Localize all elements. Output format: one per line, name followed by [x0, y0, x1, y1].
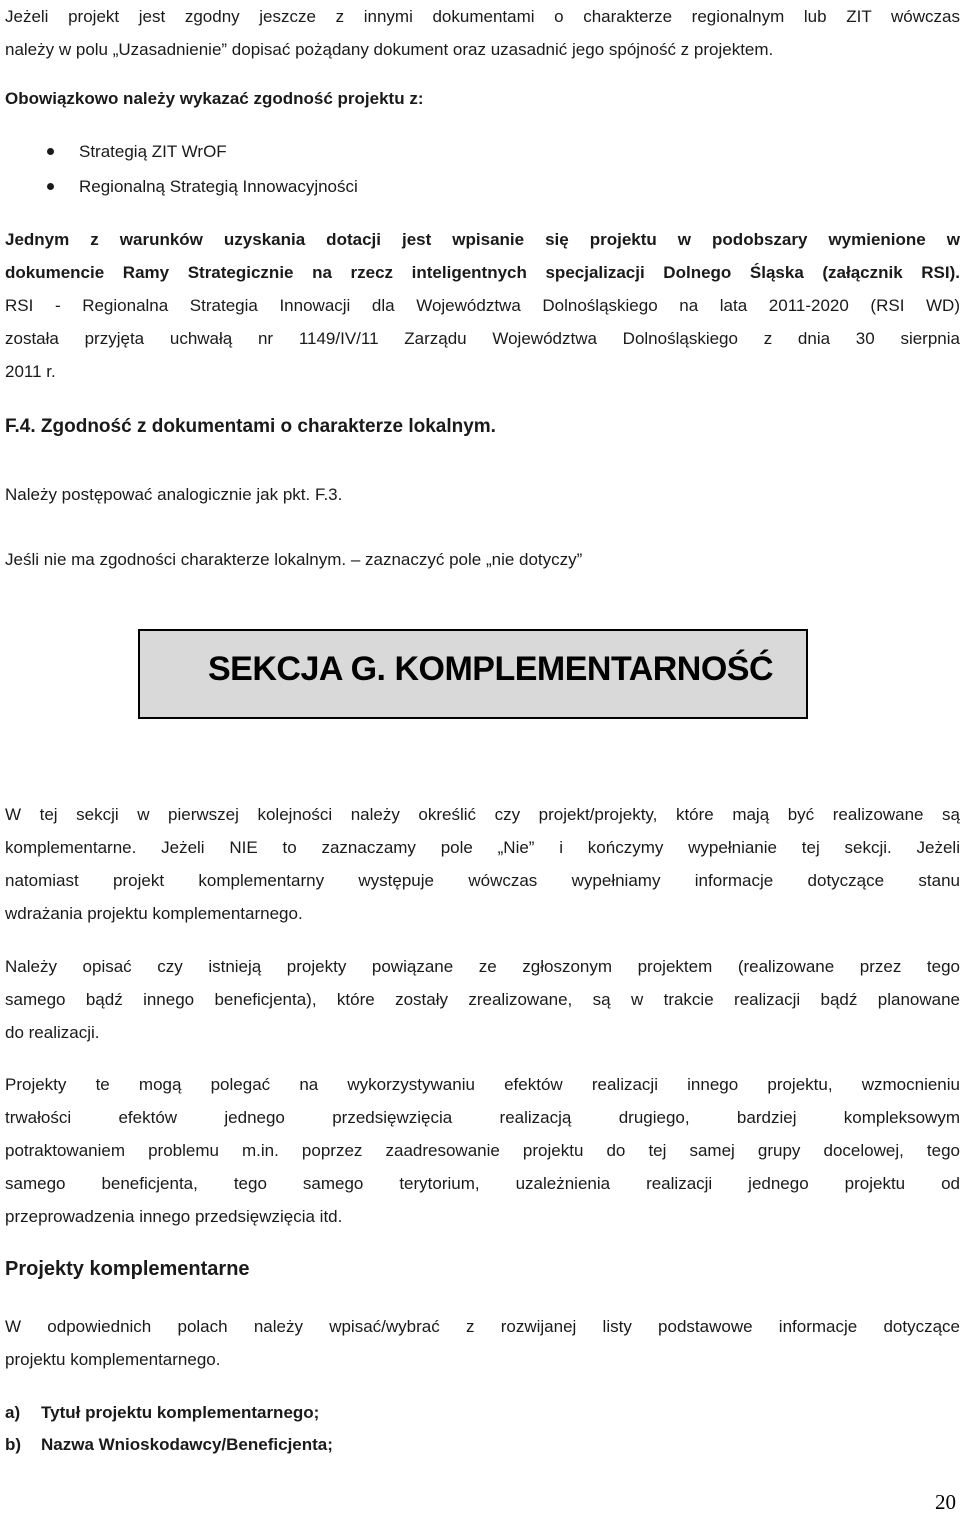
list-item	[5, 1428, 960, 1461]
obligatory-label: Obowiązkowo należy wykazać zgodność projektu z:	[5, 89, 424, 108]
item-marker: b)	[5, 1435, 22, 1454]
item-label: Tytuł projektu komplementarnego;	[41, 1403, 320, 1422]
f4-not-applicable-note: Jeśli nie ma zgodności charakterze lokalnym. – zaznaczyć pole „nie dotyczy”	[5, 550, 583, 569]
rsi-paragraph: RSI - Regionalna Strategia Innowacji dla Województwa Dolnośląskiego na lata 2011-2020 (RSI WD) została przyjęta uchwałą nr 1149/IV/11 Zarządu Województwa Dolnośląskiego z dnia 30 sierpnia 2011 r.	[5, 296, 960, 381]
list-item: Regionalną Strategią Innowacyjności	[47, 169, 358, 204]
list-item	[5, 1396, 960, 1429]
f4-instruction: Należy postępować analogicznie jak pkt. F.3.	[5, 485, 343, 504]
item-label: Nazwa Wnioskodawcy/Beneficjenta;	[41, 1435, 333, 1454]
list-item: Strategią ZIT WrOF	[47, 134, 358, 169]
section-g-paragraph-1: W tej sekcji w pierwszej kolejności należy określić czy projekt/projekty, które mają być realizowane są komplementarne. Jeżeli NIE to zaznaczamy pole „Nie” i kończymy wypełnianie tej sekcji. Jeżeli natomiast projekt komplementarny występuje wówczas wypełniamy informacje dotyczące stanu wdrażania projektu komplementarnego.	[5, 805, 960, 923]
complementary-projects-heading: Projekty komplementarne	[5, 1258, 250, 1280]
page-number: 20	[935, 1490, 956, 1514]
f4-heading: F.4. Zgodność z dokumentami o charakterze lokalnym.	[5, 416, 496, 437]
section-g-paragraph-4: W odpowiednich polach należy wpisać/wybrać z rozwijanej listy podstawowe informacje dotyczące projektu komplementarnego.	[5, 1317, 960, 1369]
section-g-paragraph-3: Projekty te mogą polegać na wykorzystywaniu efektów realizacji innego projektu, wzmocnieniu trwałości efektów jednego przedsięwzięcia realizacją drugiego, bardziej kompleksowym potraktowaniem problemu m.in. poprzez zaadresowanie projektu do tej samej grupy docelowej, tego samego beneficjenta, tego samego terytorium, uzależnienia realizacji jednego projektu od przeprowadzenia innego przedsięwzięcia itd.	[5, 1075, 960, 1226]
item-marker: a)	[5, 1403, 21, 1422]
intro-paragraph: Jeżeli projekt jest zgodny jeszcze z innymi dokumentami o charakterze regionalnym lub ZIT wówczas należy w polu „Uzasadnienie” dopisać pożądany dokument oraz uzasadnić jego spójność z projektem.	[5, 7, 960, 59]
section-title: SEKCJA G. KOMPLEMENTARNOŚĆ	[208, 650, 774, 688]
section-g-paragraph-2: Należy opisać czy istnieją projekty powiązane ze zgłoszonym projektem (realizowane przez tego samego bądź innego beneficjenta), które zostały zrealizowane, są w trakcie realizacji bądź planowane do realizacji.	[5, 957, 960, 1042]
section-g-header-box	[138, 629, 808, 719]
condition-paragraph: Jednym z warunków uzyskania dotacji jest wpisanie się projektu w podobszary wymienione w dokumencie Ramy Strategicznie na rzecz inteligentnych specjalizacji Dolnego Śląska (załącznik RSI).	[5, 230, 960, 282]
strategy-list	[47, 134, 358, 204]
